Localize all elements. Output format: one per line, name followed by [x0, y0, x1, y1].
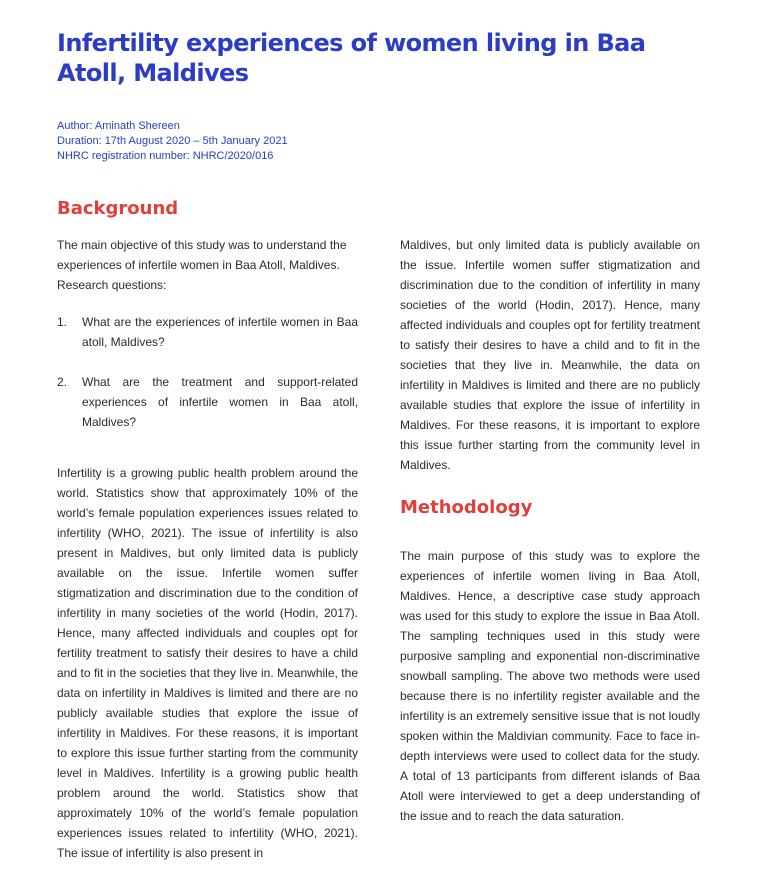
- question-text: What are the treatment and support-related experiences of infertile women in Baa atoll, Maldives?: [82, 375, 358, 429]
- author-line: Author: Aminath Shereen: [57, 120, 180, 132]
- research-questions: [57, 312, 358, 452]
- methodology-paragraph: The main purpose of this study was to explore the experiences of infertile women living in Baa Atoll, Maldives. Hence, a descriptive case study approach was used for this study to explore the issue in Baa Atoll. The sampling techniques used in this study were purposive sampling and exponential non-discriminative snowball sampling. The above two methods were used because there is no infertility register available and the infertility is an extremely sensitive issue that is not loudly spoken within the Maldivian community. Face to face in-depth interviews were used to collect data for the study. A total of 13 participants from different islands of Baa Atoll were interviewed to get a deep understanding of the issue and to reach the data saturation.: [400, 549, 700, 823]
- research-question: [57, 372, 358, 432]
- document-meta: [57, 119, 288, 164]
- question-number: 2.: [57, 375, 68, 389]
- background-paragraph-left: Infertility is a growing public health problem around the world. Statistics show that approximately 10% of the world’s female population experiences issues related to infertility (WHO, 2021). The issue of infertility is also present in Maldives, but only limited data is publicly available on the issue. Infertile women suffer stigmatization and discrimination due to the condition of infertility in many societies of the world (Hodin, 2017). Hence, many affected individuals and couples opt for fertility treatment to satisfy their desires to have a child and to fit in the societies that they live in. Meanwhile, the data on infertility in Maldives is limited and there are no publicly available studies that explore the issue of infertility in Maldives. For these reasons, it is important to explore this issue further starting from the community level in Maldives. Infertility is a growing public health problem around the world. Statistics show that approximately 10% of the world’s female population experiences issues related to infertility (WHO, 2021). The issue of infertility is also present in: [57, 466, 358, 860]
- background-heading: Background: [57, 198, 179, 219]
- background-paragraph-right: Maldives, but only limited data is publicly available on the issue. Infertile women suffer stigmatization and discrimination due to the condition of infertility in many societies of the world (Hodin, 2017). Hence, many affected individuals and couples opt for fertility treatment to satisfy their desires to have a child and to fit in the societies that they live in. Meanwhile, the data on infertility in Maldives is limited and there are no publicly available studies that explore the issue of infertility in Maldives. For these reasons, it is important to explore this issue further starting from the community level in Maldives.: [400, 238, 700, 472]
- background-intro: The main objective of this study was to understand the experiences of infertile women in Baa Atoll, Maldives. Research questions:: [57, 238, 347, 292]
- research-question: [57, 312, 358, 352]
- document-title: Infertility experiences of women living in Baa Atoll, Maldives: [57, 29, 646, 87]
- question-text: What are the experiences of infertile women in Baa atoll, Maldives?: [82, 315, 358, 349]
- duration-line: Duration: 17th August 2020 – 5th January 2021: [57, 135, 288, 147]
- registration-line: NHRC registration number: NHRC/2020/016: [57, 150, 274, 162]
- methodology-heading: Methodology: [400, 497, 533, 518]
- question-number: 1.: [57, 315, 68, 329]
